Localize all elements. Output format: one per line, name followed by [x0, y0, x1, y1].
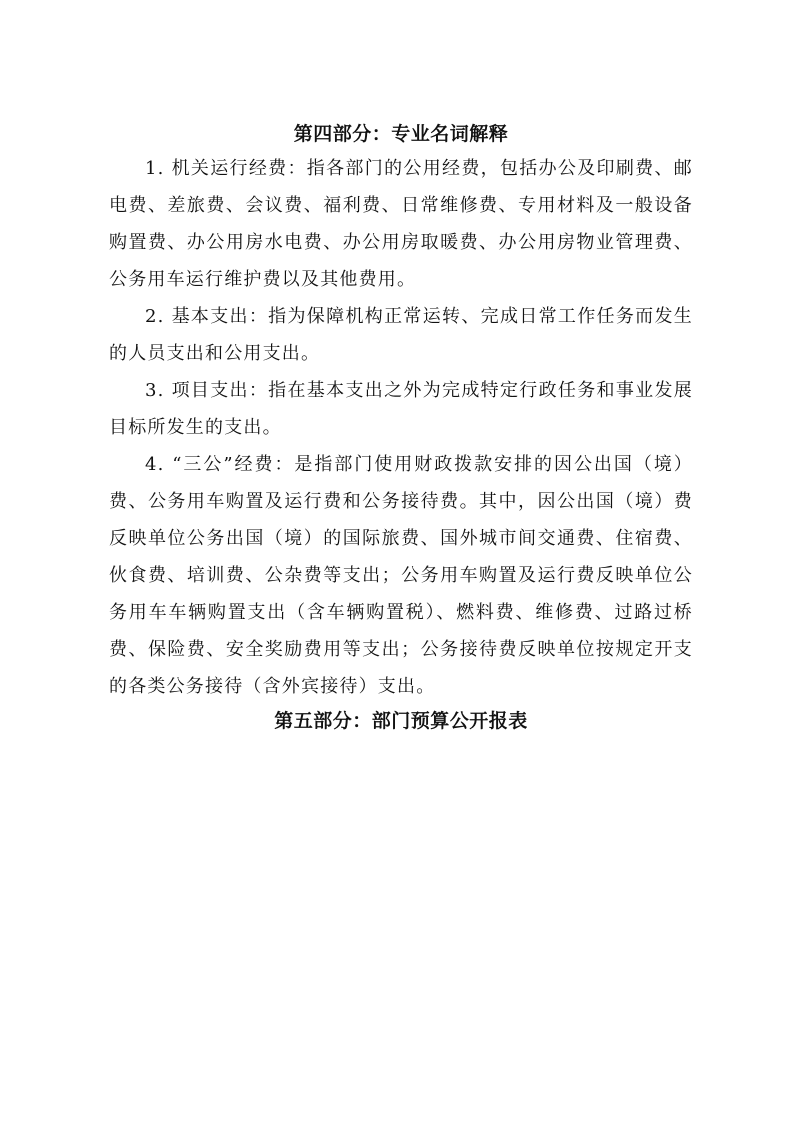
- term-definitions-list: [109, 150, 693, 705]
- section-4-heading: 第四部分：专业名词解释: [293, 123, 509, 145]
- definition-project-expenditure: 3. 项目支出：指在基本支出之外为完成特定行政任务和事业发展目标所发生的支出。: [109, 380, 693, 438]
- definition-operating-expenses: 1. 机关运行经费：指各部门的公用经费，包括办公及印刷费、邮电费、差旅费、会议费、福利费、日常维修费、专用材料及一般设备购置费、办公用房水电费、办公用房取暖费、办公用房物业管理费、公务用车运行维护费以及其他费用。: [109, 158, 693, 290]
- definition-three-public-expenses: 4. “三公”经费：是指部门使用财政拨款安排的因公出国（境）费、公务用车购置及运行费和公务接待费。其中，因公出国（境）费反映单位公务出国（境）的国际旅费、国外城市间交通费、住宿费、伙食费、培训费、公杂费等支出；公务用车购置及运行费反映单位公务用车车辆购置支出（含车辆购置税）、燃料费、维修费、过路过桥费、保险费、安全奖励费用等支出；公务接待费反映单位按规定开支的各类公务接待（含外宾接待）支出。: [109, 454, 693, 697]
- definition-basic-expenditure: 2. 基本支出：指为保障机构正常运转、完成日常工作任务而发生的人员支出和公用支出。: [109, 306, 693, 364]
- section-5-heading: 第五部分：部门预算公开报表: [274, 710, 528, 732]
- document-body: [109, 118, 693, 737]
